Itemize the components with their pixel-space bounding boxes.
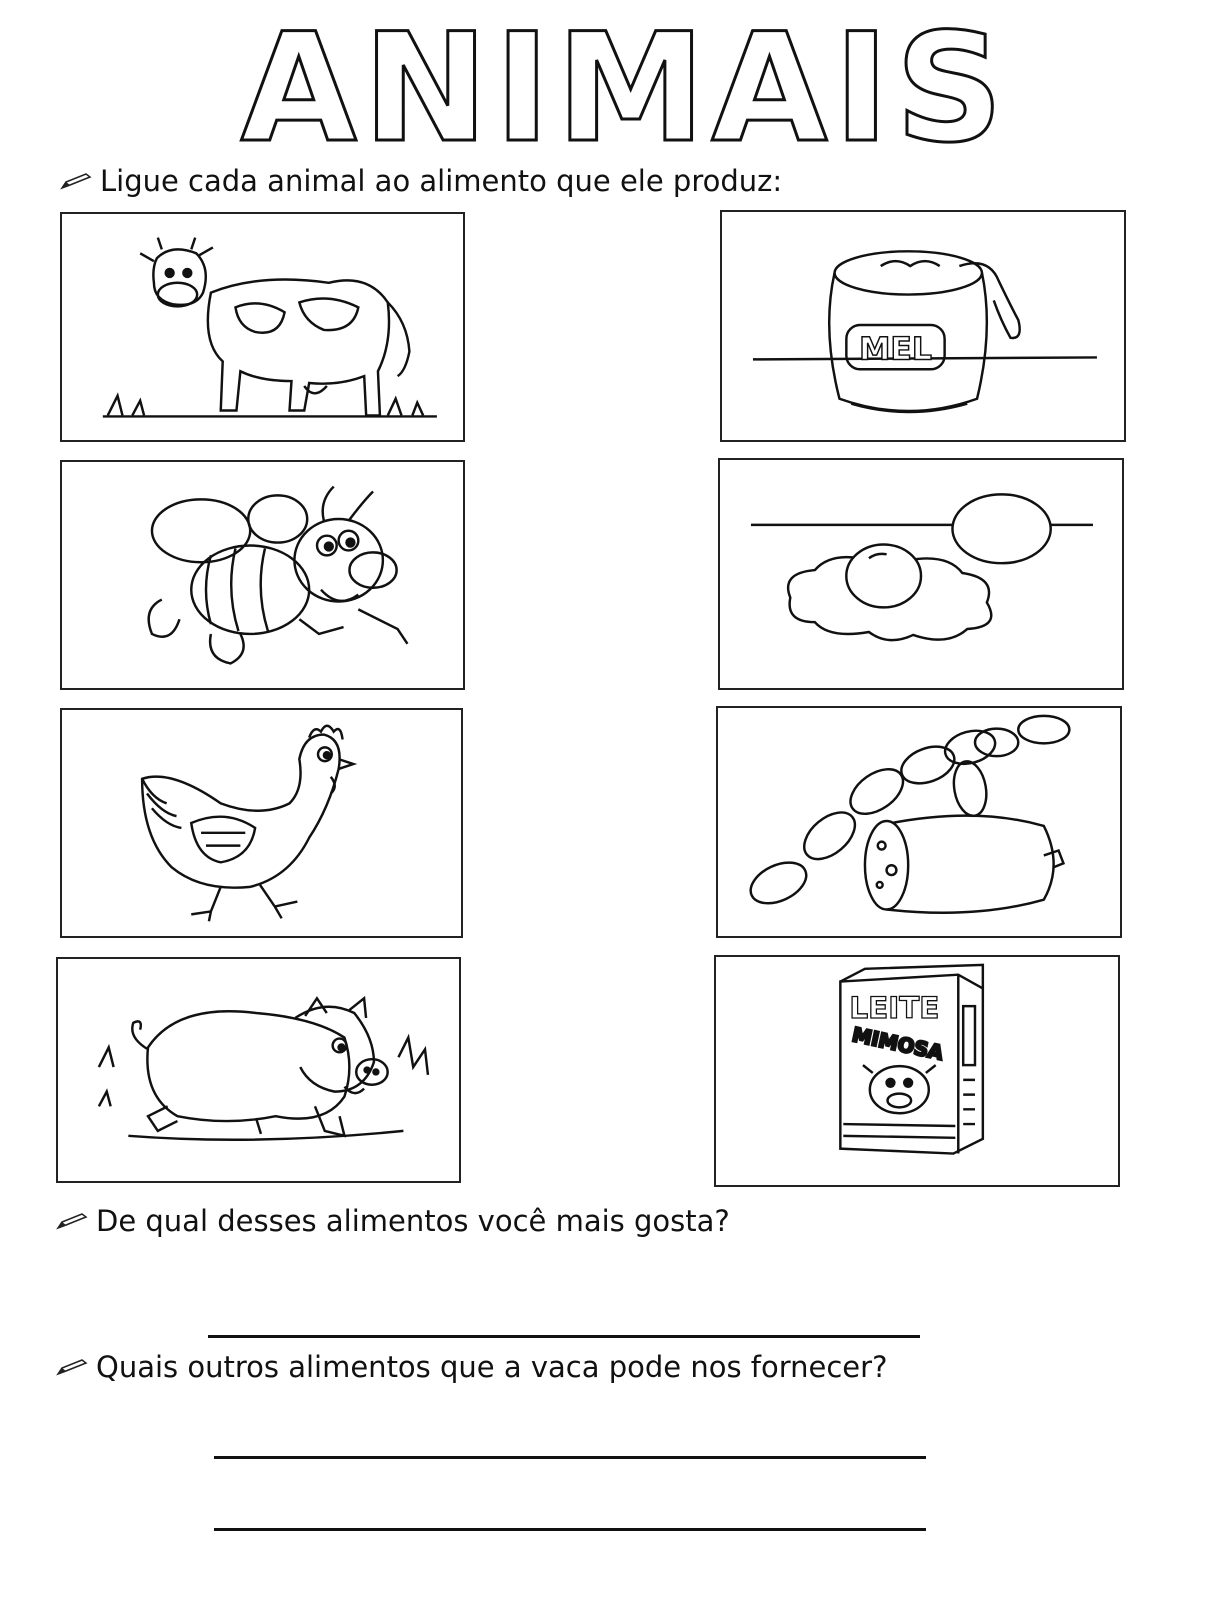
- bee-icon: [62, 462, 463, 688]
- instruction-match-text: Ligue cada animal ao alimento que ele produz:: [100, 164, 783, 198]
- question-favorite-text: De qual desses alimentos você mais gosta?: [96, 1204, 730, 1238]
- question-cow-text: Quais outros alimentos que a vaca pode nos fornecer?: [96, 1350, 888, 1384]
- animal-box-bee[interactable]: [60, 460, 465, 690]
- eggs-icon: [720, 460, 1122, 688]
- milk-carton-icon: [716, 957, 1118, 1185]
- pencil-icon: [60, 172, 92, 190]
- milk-label-brand: LEITE: [849, 990, 940, 1025]
- answer-line-cow-1[interactable]: [214, 1456, 926, 1459]
- cow-icon: [62, 214, 463, 440]
- title-outline-text: [230, 22, 1020, 152]
- animal-box-pig[interactable]: [56, 957, 461, 1183]
- page-title: [230, 22, 1020, 152]
- answer-line-favorite[interactable]: [208, 1335, 920, 1338]
- honey-label: MEL: [859, 331, 932, 368]
- food-box-sausages[interactable]: [716, 706, 1122, 938]
- question-favorite: [56, 1204, 730, 1238]
- honey-pot-icon: [722, 212, 1124, 440]
- answer-line-cow-2[interactable]: [214, 1528, 926, 1531]
- food-box-honey[interactable]: [720, 210, 1126, 442]
- animal-box-hen[interactable]: [60, 708, 463, 938]
- pencil-icon: [56, 1358, 88, 1376]
- animal-box-cow[interactable]: [60, 212, 465, 442]
- pig-icon: [58, 959, 459, 1181]
- milk-label-name: MIMOSA: [850, 1023, 946, 1065]
- hen-icon: [62, 710, 461, 936]
- food-box-milk[interactable]: [714, 955, 1120, 1187]
- food-box-eggs[interactable]: [718, 458, 1124, 690]
- question-cow: [56, 1350, 887, 1384]
- title-text: ANIMAIS: [240, 22, 1010, 152]
- sausages-icon: [718, 708, 1120, 936]
- pencil-icon: [56, 1212, 88, 1230]
- instruction-match: [60, 164, 782, 198]
